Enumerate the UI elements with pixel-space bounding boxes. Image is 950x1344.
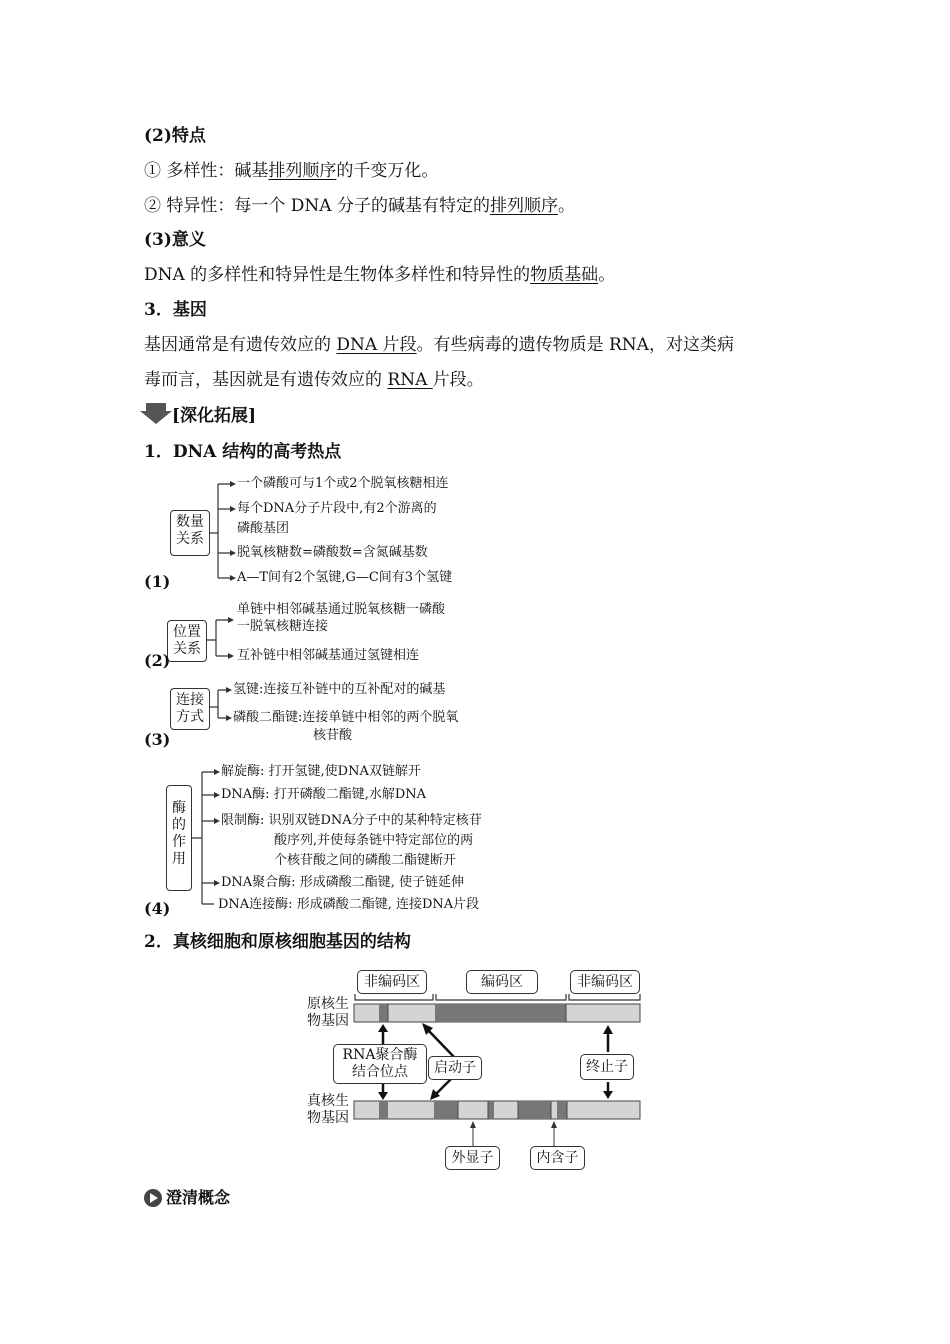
d4-item-restriction-2: 酸序列,并使每条链中特定部位的两: [274, 833, 474, 848]
gene-heading: 3．基因: [144, 300, 207, 320]
d4-item-polymerase: DNA聚合酶: 形成磷酸二酯键, 使子链延伸: [221, 875, 464, 890]
quantity-relation-box: 数量 关系: [170, 510, 210, 556]
diversity-answer: 排列顺序: [268, 161, 337, 181]
d3-item-1: 氢键:连接互补链中的互补配对的碱基: [233, 682, 446, 697]
connection-method-box: 连接 方式: [170, 688, 210, 730]
gene-line2-answer: RNA: [387, 370, 433, 390]
noncoding-region-right-label: 非编码区: [570, 970, 640, 994]
d4-number: (4): [144, 899, 171, 918]
noncoding-region-left-label: 非编码区: [357, 970, 427, 994]
rna-polymerase-site-label: RNA聚合酶 结合位点: [333, 1044, 427, 1084]
d1-item-3: 脱氧核糖数=磷酸数=含氮碱基数: [237, 545, 428, 560]
exon-label: 外显子: [445, 1146, 500, 1170]
d2-item-1: 单链中相邻碱基通过脱氧核糖一磷酸: [237, 602, 446, 617]
d2-item-2: 互补链中相邻碱基通过氢键相连: [237, 648, 420, 663]
coding-region-label: 编码区: [466, 970, 538, 994]
d3-number: (3): [144, 730, 171, 749]
deepen-title: [深化拓展]: [172, 406, 257, 426]
meaning-answer: 物质基础: [530, 265, 599, 285]
d4-item-helicase: 解旋酶: 打开氢键,使DNA双链解开: [221, 764, 421, 779]
diversity-suffix: 的千变万化。: [336, 161, 439, 181]
features-heading: (2)特点: [144, 126, 206, 146]
terminator-label: 终止子: [580, 1054, 634, 1080]
gene-line2-suffix: 片段。: [432, 370, 484, 390]
gene-line1-suffix: 。有些病毒的遗传物质是 RNA，对这类病: [416, 335, 734, 355]
hotspots-heading: 1．DNA 结构的高考热点: [144, 442, 342, 462]
diversity-prefix: ① 多样性：碱基: [144, 161, 269, 181]
d2-number: (2): [144, 651, 171, 670]
gene-line1-answer: DNA 片段: [336, 335, 417, 355]
d1-number: (1): [144, 572, 171, 591]
meaning-suffix: 。: [598, 265, 616, 285]
specificity-suffix: 。: [558, 196, 575, 216]
d4-item-restriction-3: 个核苷酸之间的磷酸二酯键断开: [274, 853, 457, 868]
meaning-prefix: DNA 的多样性和特异性是生物体多样性和特异性的: [144, 265, 531, 285]
d2-item-1b: 一脱氧核糖连接: [237, 619, 329, 634]
meaning-heading: (3)意义: [144, 230, 206, 250]
position-relation-box: 位置 关系: [167, 620, 207, 662]
intron-label: 内含子: [530, 1146, 585, 1170]
d3-item-2b: 核苷酸: [313, 728, 353, 743]
d4-item-ligase: DNA连接酶: 形成磷酸二酯键, 连接DNA片段: [218, 897, 480, 912]
clarify-title: 澄清概念: [166, 1188, 231, 1207]
specificity-prefix: ② 特异性：每一个 DNA 分子的碱基有特定的: [144, 196, 490, 216]
d1-item-2b: 磷酸基团: [237, 521, 290, 536]
gene-line1-prefix: 基因通常是有遗传效应的: [144, 335, 337, 355]
d4-item-dnase: DNA酶: 打开磷酸二酯键,水解DNA: [221, 787, 427, 802]
gene-structure-heading: 2．真核细胞和原核细胞基因的结构: [144, 932, 411, 952]
eukaryote-gene-label: 真核生 物基因: [307, 1093, 349, 1126]
d4-item-restriction: 限制酶: 识别双链DNA分子中的某种特定核苷: [221, 813, 482, 828]
specificity-answer: 排列顺序: [490, 196, 558, 216]
d1-item-1: 一个磷酸可与1个或2个脱氧核糖相连: [237, 476, 449, 491]
d1-item-2: 每个DNA分子片段中,有2个游离的: [237, 501, 437, 516]
prokaryote-gene-label: 原核生 物基因: [307, 996, 349, 1029]
promoter-label: 启动子: [428, 1056, 482, 1080]
d3-item-2: 磷酸二酯键:连接单链中相邻的两个脱氧: [233, 710, 459, 725]
d1-item-4: A—T间有2个氢键,G—C间有3个氢键: [237, 570, 453, 585]
enzyme-function-box: 酶 的 作 用: [166, 785, 192, 891]
gene-line2-prefix: 毒而言，基因就是有遗传效应的: [144, 370, 388, 390]
